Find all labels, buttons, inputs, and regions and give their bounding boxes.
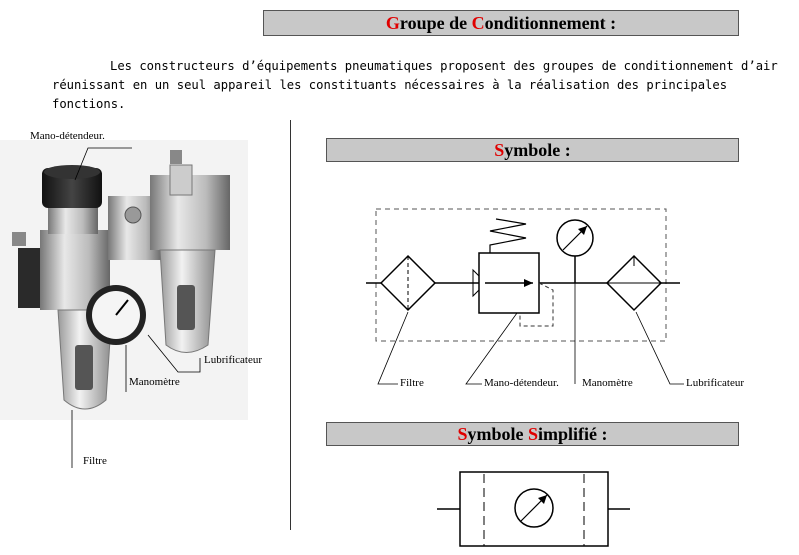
intro-line-2: réunissant en un seul appareil les constituants nécessaires à la réalisation des principales fonctions.	[52, 78, 728, 111]
label-lubrificateur-symbol: Lubrificateur	[686, 377, 745, 389]
title-text-2: onditionnement :	[484, 13, 617, 33]
label-filtre-photo: Filtre	[83, 455, 107, 467]
simplifie-text-1: ymbole	[467, 424, 528, 444]
intro-line-1: Les constructeurs d’équipements pneumatiques proposent des groupes de conditionnement d’air	[110, 59, 778, 73]
simplifie-text-2: implifié :	[538, 424, 608, 444]
title-initial-c: C	[471, 13, 485, 33]
title-initial-g: G	[385, 13, 400, 33]
label-lubrificateur-photo: Lubrificateur	[204, 354, 263, 366]
label-manometre-symbol: Manomètre	[582, 377, 633, 389]
title-text-1: roupe de	[399, 13, 472, 33]
symbole-text: ymbole :	[504, 140, 571, 160]
simplifie-initial-s1: S	[457, 424, 468, 444]
label-mano-detendeur-photo: Mano-détendeur.	[30, 130, 105, 142]
simplifie-initial-s2: S	[528, 424, 539, 444]
label-filtre-symbol: Filtre	[400, 377, 424, 389]
symbole-initial: S	[494, 140, 505, 160]
label-mano-detendeur-symbol: Mano-détendeur.	[484, 377, 559, 389]
label-manometre-photo: Manomètre	[129, 376, 180, 388]
